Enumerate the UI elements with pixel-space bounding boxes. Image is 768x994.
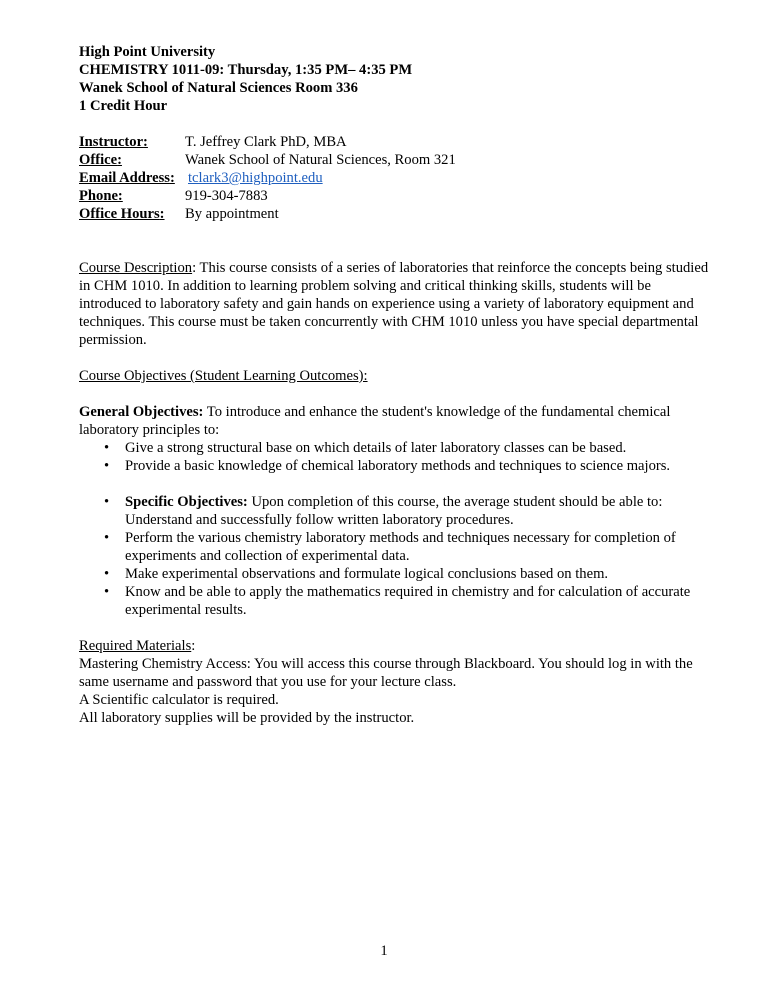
general-objectives-list [79,439,709,475]
office-label: Office [79,152,118,168]
course-title: CHEMISTRY 1011-09: Thursday, 1:35 PM– 4:35 PM [79,62,413,78]
instructor-row: Instructor: T. Jeffrey Clark PhD, MBA [79,134,347,150]
course-description-label: Course Description [79,260,193,276]
phone-number: 919-304-7883 [185,188,268,204]
list-item: • Know and be able to apply the mathematics required in chemistry and for calculation of accurate experimental results. [125,583,709,619]
university-name: High Point University [79,44,216,60]
specific-objectives-intro: Upon completion of this course, the average student should be able to: Understand and successfully follow written laboratory procedures. [125,494,663,528]
materials-line: Mastering Chemistry Access: You will access this course through Blackboard. You should log in with the same username and password that you use for your lecture class. [79,656,693,690]
syllabus-page [79,43,709,727]
course-location: Wanek School of Natural Sciences Room 336 [79,80,358,96]
instructor-name: T. Jeffrey Clark PhD, MBA [185,134,347,150]
materials-line: A Scientific calculator is required. [79,692,279,708]
contact-info [79,133,709,223]
general-objectives [79,403,709,439]
course-description-text: : This course consists of a series of laboratories that reinforce the concepts being studied in CHM 1010. In addition to learning problem solving and critical thinking skills, students will be introduced to laboratory safety and gain hands on experience using a variety of laboratory equipment and techniques. This course must be taken concurrently with CHM 1010 unless you have special departmental permission. [79,260,709,348]
email-label: Email Address [79,170,170,186]
list-item: • Make experimental observations and formulate logical conclusions based on them. [125,565,709,583]
page-number: 1 [380,943,388,959]
office-hours-label: Office Hours [79,206,160,222]
phone-label: Phone: [79,188,123,204]
course-header [79,43,709,115]
specific-objectives-list [79,493,709,619]
list-item: • Provide a basic knowledge of chemical laboratory methods and techniques to science majors. [125,457,709,475]
general-objectives-label: General Objectives: [79,404,204,420]
list-item: • Perform the various chemistry laboratory methods and techniques necessary for completion of experiments and collection of experimental data. [125,529,709,565]
required-materials-heading: Required Materials: [79,638,196,654]
general-objectives-text: To introduce and enhance the student's knowledge of the fundamental chemical laboratory principles to: [79,404,671,438]
required-materials-label: Required Materials [79,638,192,654]
phone-row [79,187,709,205]
office-hours: By appointment [185,206,279,222]
office-row: Office: Wanek School of Natural Sciences, Room 321 [79,152,456,168]
course-description [79,259,709,349]
list-item: • Give a strong structural base on which details of later laboratory classes can be based. [125,439,709,457]
specific-objectives-label: Specific Objectives: [125,494,248,510]
instructor-label: Instructor [79,134,144,150]
list-item [125,493,709,529]
office-hours-row: Office Hours: By appointment [79,206,279,222]
office-location: Wanek School of Natural Sciences, Room 321 [185,152,456,168]
credit-hours: 1 Credit Hour [79,98,168,114]
email-link[interactable]: tclark3@highpoint.edu [188,170,323,186]
materials-line: All laboratory supplies will be provided by the instructor. [79,710,415,726]
email-row: Email Address: tclark3@highpoint.edu [79,170,323,186]
objectives-heading: Course Objectives (Student Learning Outcomes): [79,368,368,384]
